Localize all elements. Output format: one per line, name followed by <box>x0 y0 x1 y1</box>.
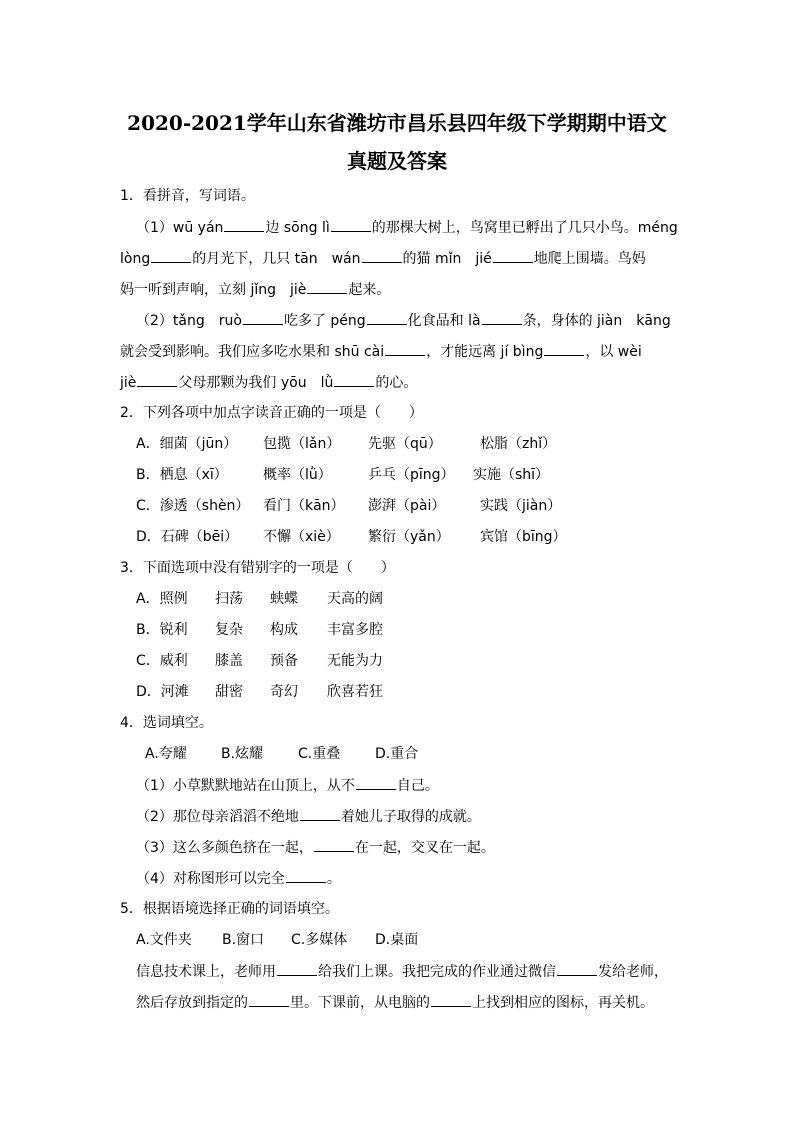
option-item: 预备 <box>270 653 298 669</box>
option-item: 欣喜若狂 <box>327 684 383 700</box>
option-item: 概率（lǜ） <box>263 467 332 483</box>
title-line-2: 真题及答案 <box>347 149 447 173</box>
answer-blank[interactable] <box>334 372 374 387</box>
option-item: 无能为力 <box>327 653 383 669</box>
text-line <box>120 279 390 300</box>
answer-blank[interactable] <box>385 341 425 356</box>
answer-blank[interactable] <box>431 992 471 1007</box>
answer-blank[interactable] <box>243 310 283 325</box>
option-item: A．照例 <box>136 591 188 607</box>
text-segment: （4）对称图形可以完全 <box>136 871 285 887</box>
question-3-heading: 3．下面选项中没有错别字的一项是（ ） <box>120 560 395 576</box>
question-2-heading: 2．下列各项中加点字读音正确的一项是（ ） <box>120 405 423 421</box>
text-line <box>136 961 668 982</box>
text-segment: （3）这么多颜色挤在一起， <box>136 840 313 856</box>
text-segment: ，以 wèi <box>585 344 642 360</box>
text-line <box>136 310 671 331</box>
text-segment: 化食品和 là <box>407 313 481 329</box>
text-line <box>136 837 495 858</box>
option-item: 看门（kān） <box>263 498 345 514</box>
answer-blank[interactable] <box>482 310 522 325</box>
text-line <box>136 217 678 238</box>
text-segment: 吃多了 péng <box>283 313 366 329</box>
text-segment: 。 <box>326 871 341 887</box>
answer-blank[interactable] <box>151 248 191 263</box>
text-segment: 然后存放到指定的 <box>136 995 248 1011</box>
option-item: 实施（shī） <box>473 467 550 483</box>
option-item: B.炫耀 <box>221 746 264 762</box>
text-segment: （2）那位母亲滔滔不绝地 <box>136 809 299 825</box>
text-line <box>136 806 481 827</box>
text-segment: jiè <box>120 375 137 391</box>
option-item: 奇幻 <box>270 684 298 700</box>
option-item: D．河滩 <box>136 684 189 700</box>
answer-blank[interactable] <box>331 217 371 232</box>
answer-blank[interactable] <box>493 248 533 263</box>
text-segment: ，才能远离 jí bìng <box>426 344 544 360</box>
answer-blank[interactable] <box>300 806 340 821</box>
question-1-heading: 1．看拼音，写词语。 <box>120 188 255 204</box>
option-item: A.文件夹 <box>136 932 192 948</box>
option-item: 包揽（lǎn） <box>263 436 341 452</box>
text-segment: 起来。 <box>348 282 391 298</box>
answer-blank[interactable] <box>277 961 317 976</box>
text-segment: 里。下课前，从电脑的 <box>290 995 430 1011</box>
option-item: 甜密 <box>215 684 243 700</box>
text-segment: 地爬上围墙。鸟妈 <box>533 251 646 267</box>
option-item: D.桌面 <box>375 932 419 948</box>
title-line-1: 2020-2021学年山东省潍坊市昌乐县四年级下学期期中语文 <box>127 111 667 135</box>
text-segment: 的心。 <box>375 375 418 391</box>
option-item: 宾馆（bīng） <box>480 529 567 545</box>
text-segment: 上找到相应的图标，再关机。 <box>472 995 654 1011</box>
option-item: 澎湃（pài） <box>368 498 446 514</box>
text-segment: 给我们上课。我把完成的作业通过微信 <box>318 964 556 980</box>
text-segment: 条，身体的 jiàn kāng <box>522 313 671 329</box>
option-item: 乒乓（pīng） <box>368 467 455 483</box>
option-item: C．威利 <box>136 653 188 669</box>
option-item: 构成 <box>270 622 298 638</box>
option-item: B．锐利 <box>136 622 188 638</box>
text-segment: 妈一听到声响，立刻 jǐng jiè <box>120 282 307 298</box>
option-item: 不懈（xiè） <box>263 529 340 545</box>
option-item: D．石碑（bēi） <box>136 529 239 545</box>
text-segment: 父母那颗为我们 yōu lǜ <box>178 375 334 391</box>
answer-blank[interactable] <box>314 837 354 852</box>
option-item: A.夸耀 <box>145 746 187 762</box>
option-item: 先驱（qū） <box>368 436 442 452</box>
text-line <box>120 372 417 393</box>
option-item: A．细菌（jūn） <box>136 436 238 452</box>
answer-blank[interactable] <box>249 992 289 1007</box>
text-segment: lòng <box>120 251 151 267</box>
answer-blank[interactable] <box>307 279 347 294</box>
text-segment: 发给老师， <box>598 964 668 980</box>
option-item: 复杂 <box>215 622 243 638</box>
option-item: C.重叠 <box>298 746 341 762</box>
text-line <box>120 341 642 362</box>
answer-blank[interactable] <box>356 775 396 790</box>
option-item: D.重合 <box>375 746 419 762</box>
question-5-heading: 5．根据语境选择正确的词语填空。 <box>120 901 339 917</box>
option-item: B.窗口 <box>222 932 265 948</box>
option-item: 松脂（zhǐ） <box>480 436 557 452</box>
option-item: B．栖息（xī） <box>136 467 228 483</box>
answer-blank[interactable] <box>544 341 584 356</box>
option-item: 天高的阔 <box>327 591 383 607</box>
answer-blank[interactable] <box>137 372 177 387</box>
text-line <box>136 992 654 1013</box>
option-item: C．渗透（shèn） <box>136 498 250 514</box>
question-4-heading: 4．选词填空。 <box>120 715 213 731</box>
text-segment: 边 sōng lì <box>265 220 330 236</box>
text-segment: 自己。 <box>396 778 439 794</box>
text-segment: 的猫 mǐn jié <box>402 251 492 267</box>
text-segment: 的那棵大树上，鸟窝里已孵出了几只小鸟。méng <box>371 220 678 236</box>
option-item: 扫荡 <box>215 591 243 607</box>
answer-blank[interactable] <box>286 868 326 883</box>
text-segment: 的月光下，几只 tān wán <box>192 251 361 267</box>
option-item: 繁衍（yǎn） <box>368 529 450 545</box>
answer-blank[interactable] <box>224 217 264 232</box>
answer-blank[interactable] <box>557 961 597 976</box>
text-line <box>136 868 341 889</box>
answer-blank[interactable] <box>362 248 402 263</box>
answer-blank[interactable] <box>367 310 407 325</box>
text-segment: 着她儿子取得的成就。 <box>340 809 481 825</box>
text-segment: （1）wū yán <box>136 220 224 236</box>
text-line <box>120 248 646 269</box>
option-item: 蛱蝶 <box>270 591 298 607</box>
text-segment: 就会受到影响。我们应多吃水果和 shū cài <box>120 344 385 360</box>
text-line <box>136 775 439 796</box>
option-item: 实践（jiàn） <box>480 498 562 514</box>
text-segment: 在一起，交叉在一起。 <box>354 840 495 856</box>
option-item: C.多媒体 <box>291 932 348 948</box>
text-segment: 信息技术课上，老师用 <box>136 964 276 980</box>
text-segment: （2）tǎng ruò <box>136 313 242 329</box>
option-item: 丰富多腔 <box>327 622 383 638</box>
text-segment: （1）小草默默地站在山顶上，从不 <box>136 778 355 794</box>
option-item: 膝盖 <box>215 653 243 669</box>
